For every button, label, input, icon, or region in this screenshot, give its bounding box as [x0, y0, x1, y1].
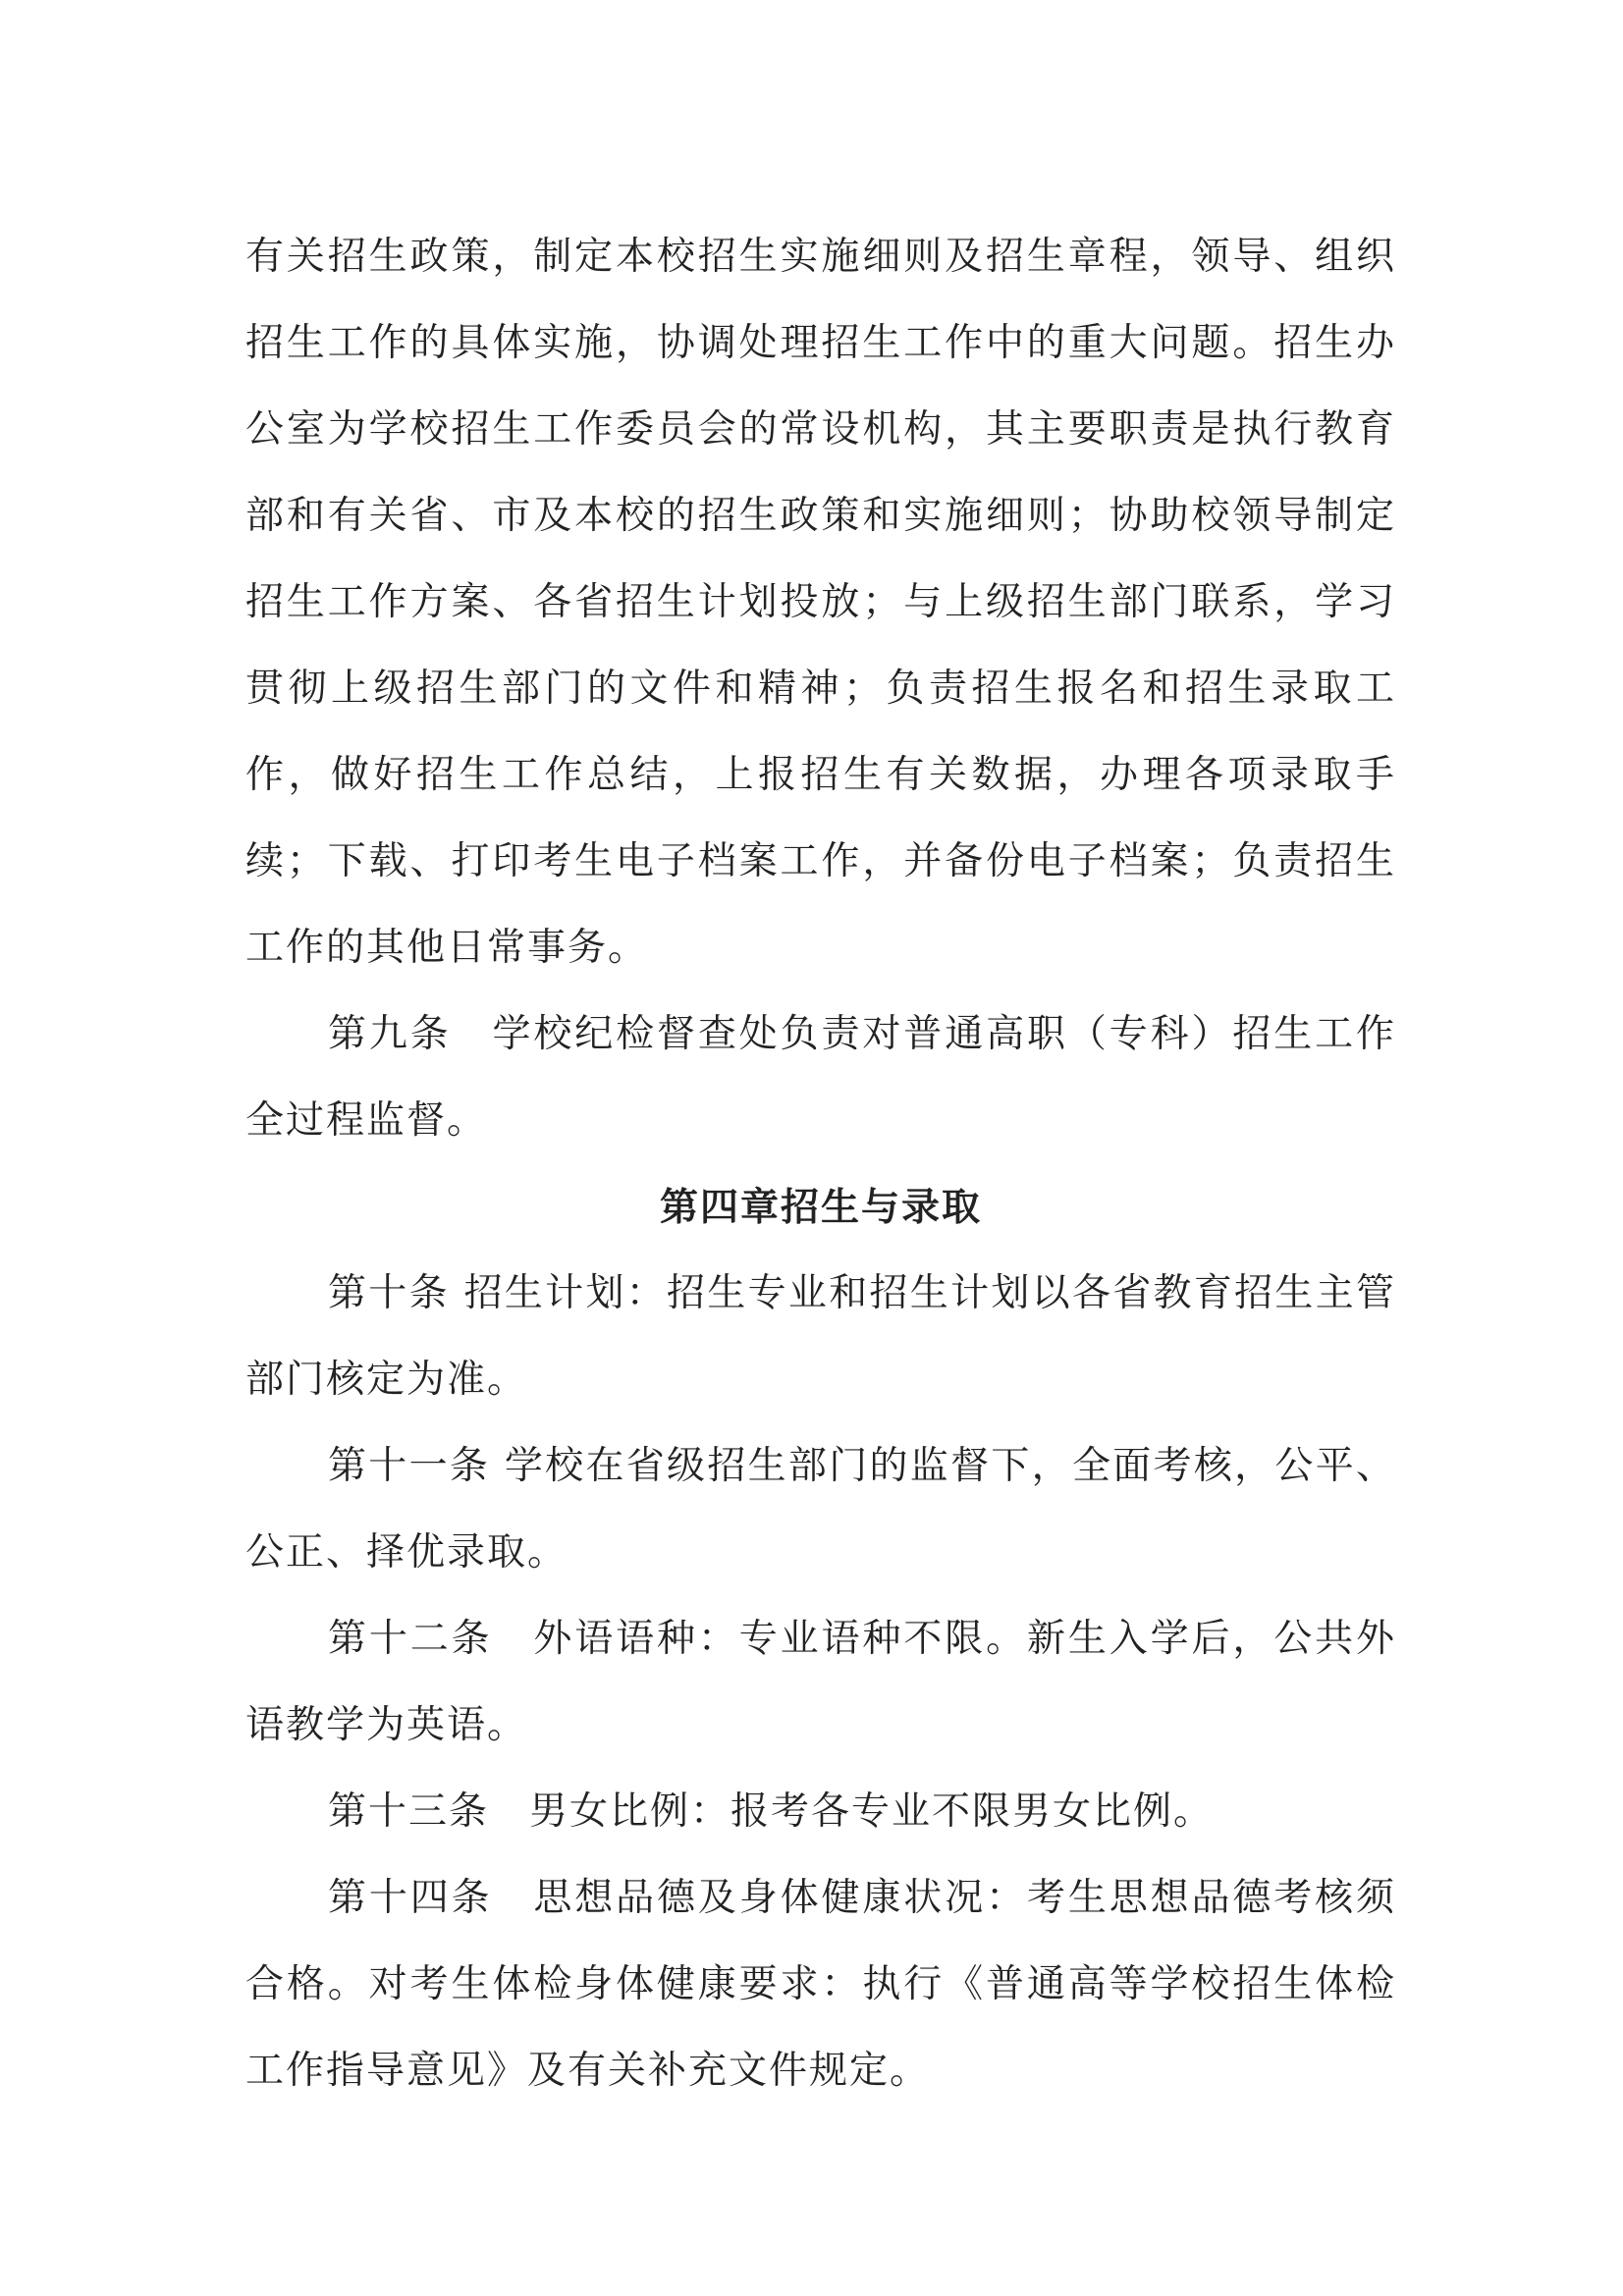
article-11: 第十一条 学校在省级招生部门的监督下，全面考核，公平、公正、择优录取。 — [245, 1444, 1396, 1575]
article-12: 第十二条 外语语种：专业语种不限。新生入学后，公共外语教学为英语。 — [245, 1617, 1396, 1747]
article-13: 第十三条 男女比例：报考各专业不限男女比例。 — [328, 1789, 1215, 1834]
article-9: 第九条 学校纪检督查处负责对普通高职（专科）招生工作全过程监督。 — [245, 1012, 1396, 1143]
chapter-number: 第四章 — [659, 1185, 781, 1230]
document-body — [245, 214, 1396, 2114]
article-10: 第十条 招生计划：招生专业和招生计划以各省教育招生主管部门核定为准。 — [245, 1271, 1396, 1402]
continued-paragraph: 有关招生政策，制定本校招生实施细则及招生章程，领导、组织招生工作的具体实施，协调处理招生工作中的重大问题。招生办公室为学校招生工作委员会的常设机构，其主要职责是执行教育部和有关省、市及本校的招生政策和实施细则；协助校领导制定招生工作方案、各省招生计划投放；与上级招生部门联系，学习贯彻上级招生部门的文件和精神；负责招生报名和招生录取工作，做好招生工作总结，上报招生有关数据，办理各项录取手续；下载、打印考生电子档案工作，并备份电子档案；负责招生工作的其他日常事务。 — [245, 235, 1396, 970]
article-14: 第十四条 思想品德及身体健康状况：考生思想品德考核须合格。对考生体检身体健康要求：执行《普通高等学校招生体检工作指导意见》及有关补充文件规定。 — [245, 1876, 1396, 2093]
chapter-title: 招生与录取 — [781, 1185, 983, 1230]
chapter-heading — [245, 1164, 1396, 1251]
